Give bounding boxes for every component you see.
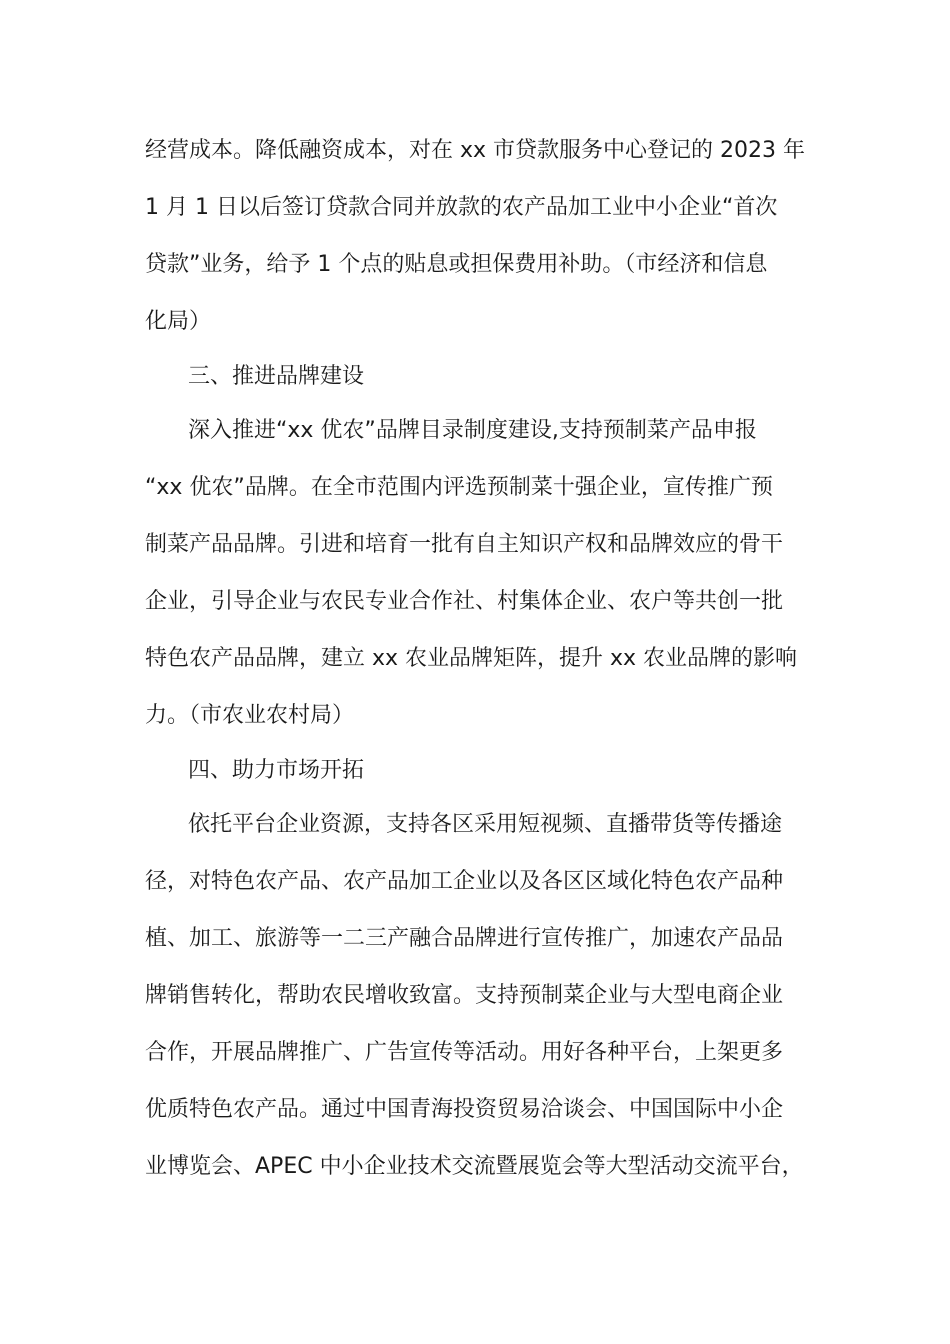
paragraph-1-line-4: 化局）: [145, 309, 212, 334]
section-heading-4: 四、助力市场开拓: [188, 758, 365, 783]
paragraph-2-line-4: 企业，引导企业与农民专业合作社、村集体企业、农户等共创一批: [145, 589, 784, 614]
paragraph-3-line-6: 优质特色农产品。通过中国青海投资贸易洽谈会、中国国际中小企: [145, 1097, 784, 1122]
paragraph-2-line-5: 特色农产品品牌，建立 xx 农业品牌矩阵，提升 xx 农业品牌的影响: [145, 646, 798, 671]
section-heading-3: 三、推进品牌建设: [188, 364, 365, 389]
paragraph-3-line-4: 牌销售转化，帮助农民增收致富。支持预制菜企业与大型电商企业: [145, 983, 784, 1008]
paragraph-2-line-3: 制菜产品品牌。引进和培育一批有自主知识产权和品牌效应的骨干: [145, 532, 784, 557]
paragraph-3-line-2: 径，对特色农产品、农产品加工企业以及各区区域化特色农产品种: [145, 869, 784, 894]
paragraph-1-line-3: 贷款”业务，给予 1 个点的贴息或担保费用补助。（市经济和信息: [145, 252, 768, 277]
paragraph-3-line-5: 合作，开展品牌推广、广告宣传等活动。用好各种平台，上架更多: [145, 1040, 784, 1065]
paragraph-3-line-1: 依托平台企业资源，支持各区采用短视频、直播带货等传播途: [188, 812, 783, 837]
paragraph-2-line-6: 力。（市农业农村局）: [145, 703, 355, 728]
paragraph-2-line-1: 深入推进“xx 优农”品牌目录制度建设,支持预制菜产品申报: [188, 418, 757, 443]
paragraph-3-line-3: 植、加工、旅游等一二三产融合品牌进行宣传推广，加速农产品品: [145, 926, 784, 951]
paragraph-1-line-2: 1 月 1 日以后签订贷款合同并放款的农产品加工业中小企业“首次: [145, 195, 778, 220]
paragraph-1-line-1: 经营成本。降低融资成本，对在 xx 市贷款服务中心登记的 2023 年: [145, 138, 806, 163]
paragraph-2-line-2: “xx 优农”品牌。在全市范围内评选预制菜十强企业，宣传推广预: [145, 475, 773, 500]
paragraph-3-line-7: 业博览会、APEC 中小企业技术交流暨展览会等大型活动交流平台，: [145, 1154, 804, 1179]
